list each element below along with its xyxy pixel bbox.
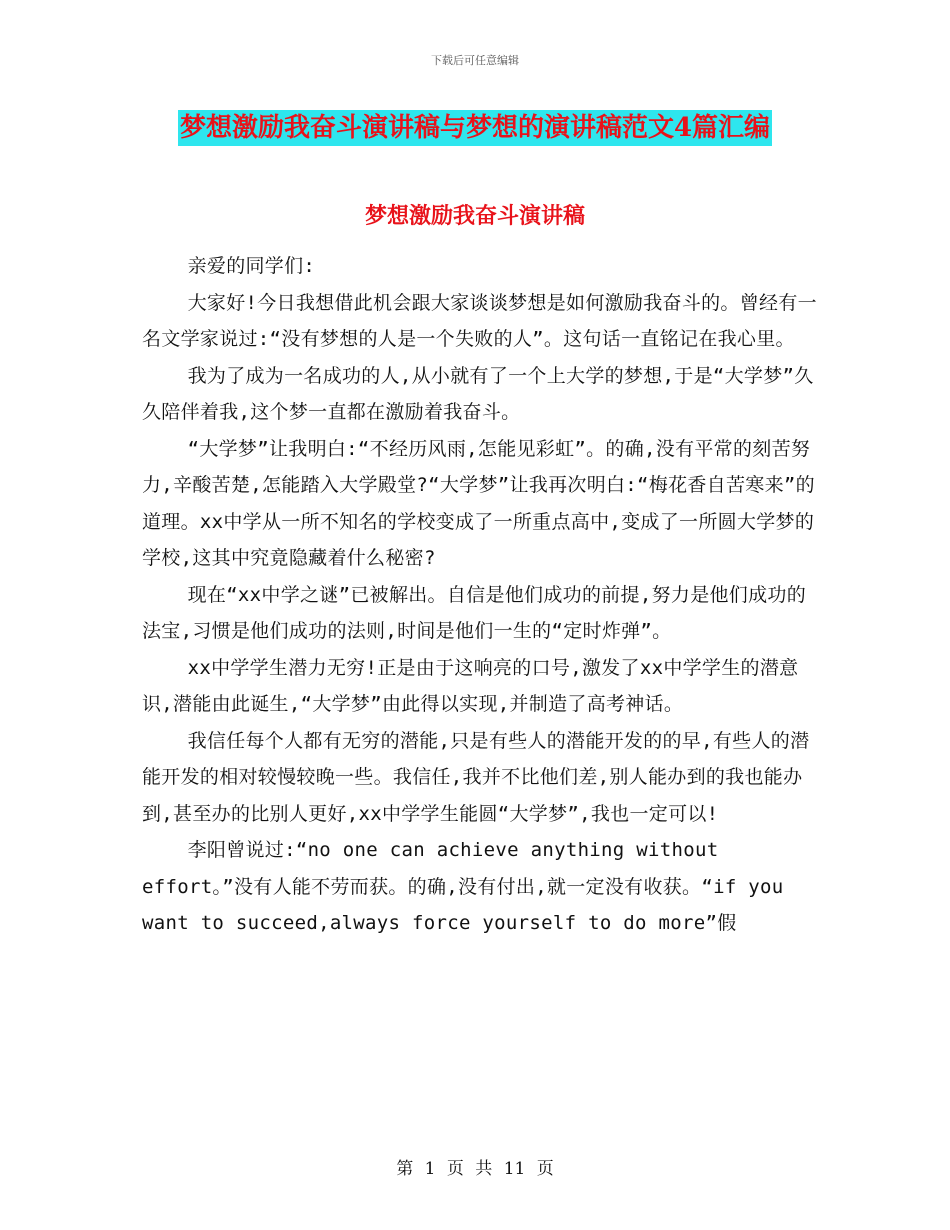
- paragraph: 我信任每个人都有无穷的潜能,只是有些人的潜能开发的的早,有些人的潜能开发的相对较慢较晚一些。我信任,我并不比他们差,别人能办到的我也能办到,甚至办的比别人更好,xx中学学生能圆“大学梦”,我也一定可以!: [142, 729, 810, 825]
- section-title: 梦想激励我奋斗演讲稿: [364, 203, 585, 229]
- paragraph-greeting: 亲爱的同学们:: [187, 255, 316, 277]
- paragraph: “大学梦”让我明白:“不经历风雨,怎能见彩虹”。的确,没有平常的刻苦努力,辛酸苦楚,怎能踏入大学殿堂?“大学梦”让我再次明白:“梅花香自苦寒来”的道理。xx中学从一所不知名的学校变成了一所重点高中,变成了一所圆大学梦的学校,这其中究竟隐藏着什么秘密?: [142, 437, 815, 569]
- paragraph: 大家好!今日我想借此机会跟大家谈谈梦想是如何激励我奋斗的。曾经有一名文学家说过:“没有梦想的人是一个失败的人”。这句话一直铭记在我心里。: [142, 291, 817, 350]
- page-header-note: 下载后可任意编辑: [431, 54, 519, 67]
- paragraph: 现在“xx中学之谜”已被解出。自信是他们成功的前提,努力是他们成功的法宝,习惯是他们成功的法则,时间是他们一生的“定时炸弹”。: [142, 583, 806, 642]
- main-title: 梦想激励我奋斗演讲稿与梦想的演讲稿范文4篇汇编: [178, 110, 772, 146]
- page-number: 第 1 页 共 11 页: [396, 1159, 554, 1179]
- main-title-container: [0, 110, 950, 146]
- paragraph: xx中学学生潜力无穷!正是由于这响亮的口号,激发了xx中学学生的潜意识,潜能由此诞生,“大学梦”由此得以实现,并制造了高考神话。: [142, 656, 799, 715]
- paragraph: 李阳曾说过:“no one can achieve anything without effort。”没有人能不劳而获。的确,没有付出,就一定没有收获。“if you want to succeed,always force yourself to do more”假: [142, 839, 784, 934]
- paragraph: 我为了成为一名成功的人,从小就有了一个上大学的梦想,于是“大学梦”久久陪伴着我,这个梦一直都在激励着我奋斗。: [142, 364, 814, 423]
- document-body: [142, 248, 822, 942]
